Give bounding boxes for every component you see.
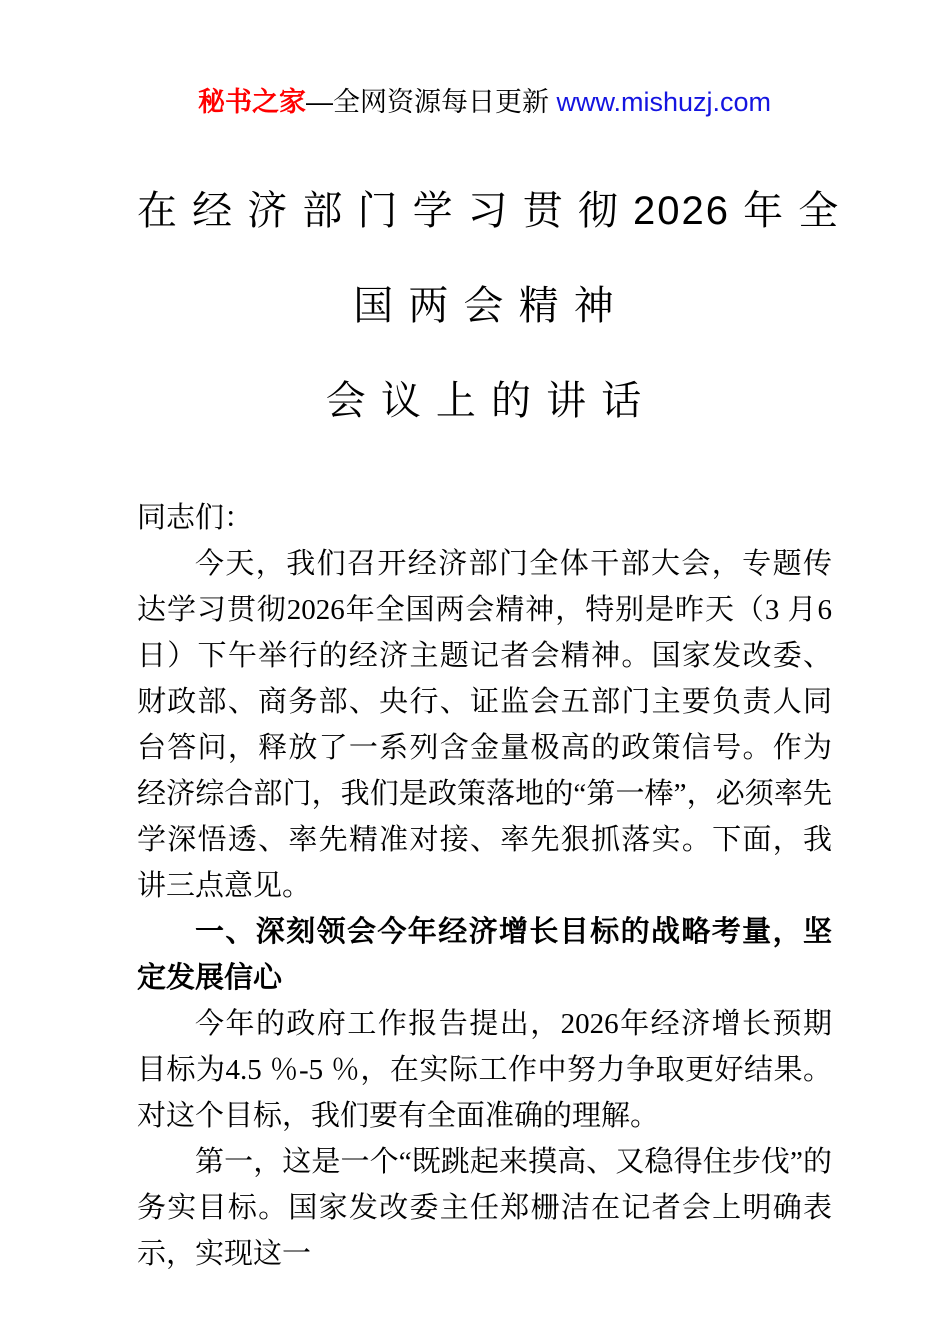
title-line-2: 国 两 会 精 神: [353, 284, 616, 328]
paragraph: 第一，这是一个“既跳起来摸高、又稳得住步伐”的务实目标。国家发改委主任郑栅洁在记者会上明确表示，实现这一: [137, 1146, 832, 1270]
paragraph: 今天，我们召开经济部门全体干部大会，专题传达学习贯彻2026年全国两会精神，特别是昨天（3 月6 日）下午举行的经济主题记者会精神。国家发改委、财政部、商务部、央行、证监会五部门主要负责人同台答问，释放了一系列含金量极高的政策信号。作为经济综合部门，我们是政策落地的“第一棒”，必须率先学深悟透、率先精准对接、率先狠抓落实。下面，我讲三点意见。: [137, 548, 832, 902]
salutation: 同志们：: [137, 502, 254, 534]
paragraph: 今年的政府工作报告提出，2026年经济增长预期目标为4.5 ％-5 ％，在实际工作中努力争取更好结果。对这个目标，我们要有全面准确的理解。: [137, 1008, 832, 1132]
title-line-3: 会 议 上 的 讲 话: [325, 379, 644, 423]
section-heading: 一、深刻领会今年经济增长目标的战略考量，坚定发展信心: [137, 916, 832, 994]
header-tagline: —全网资源每日更新: [305, 87, 557, 117]
site-name: 秘书之家: [197, 87, 306, 117]
page-header: [137, 86, 832, 118]
site-url-link[interactable]: www.mishuzj.com: [556, 87, 772, 117]
title-line-1: 在 经 济 部 门 学 习 贯 彻 2026 年 全: [137, 189, 841, 233]
document-body: [137, 495, 832, 1277]
document-title: [137, 164, 841, 449]
